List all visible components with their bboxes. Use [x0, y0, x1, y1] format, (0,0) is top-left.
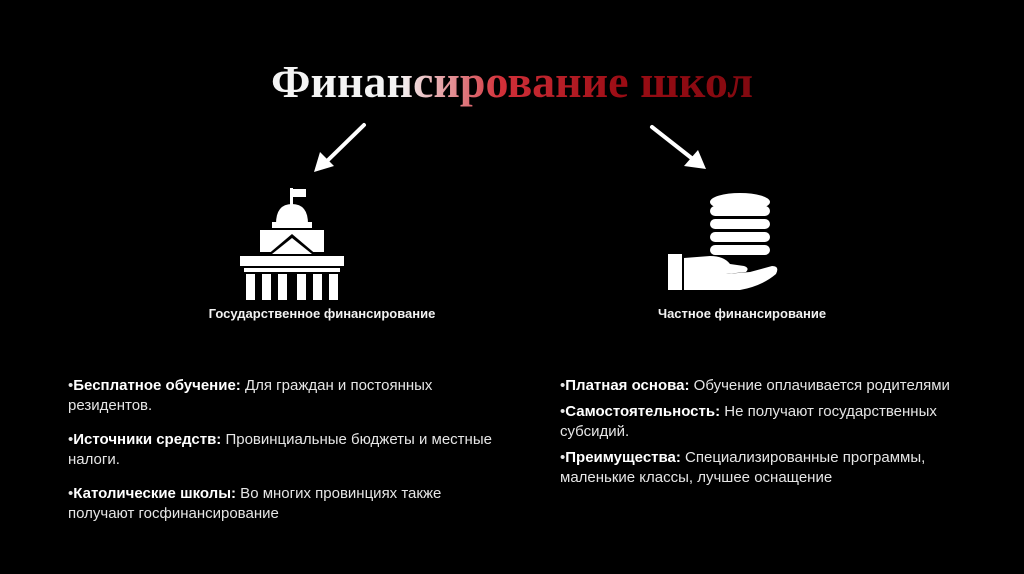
- government-funding-caption: Государственное финансирование: [208, 306, 436, 321]
- private-funding-list: [560, 376, 1000, 494]
- list-item: •Источники средств: Провинциальные бюджеты и местные налоги.: [68, 431, 492, 468]
- page-title: Финансирование школ: [232, 52, 792, 112]
- coins-in-hand-icon: [666, 192, 782, 298]
- private-funding-caption: Частное финансирование: [657, 306, 827, 321]
- arrow-down-right-icon: [648, 124, 708, 170]
- government-funding-list: [68, 376, 508, 538]
- list-item: •Бесплатное обучение: Для граждан и постоянных резидентов.: [68, 377, 433, 414]
- arrow-down-left-icon: [312, 122, 368, 174]
- list-item: •Платная основа: Обучение оплачивается родителями: [560, 377, 950, 394]
- list-item: •Самостоятельность: Не получают государственных субсидий.: [560, 403, 937, 440]
- list-item: •Преимущества: Специализированные программы, маленькие классы, лучшее оснащение: [560, 449, 926, 486]
- list-item: •Католические школы: Во многих провинциях также получают госфинансирование: [68, 485, 442, 522]
- title-container: [232, 52, 792, 114]
- government-building-icon: [232, 186, 352, 304]
